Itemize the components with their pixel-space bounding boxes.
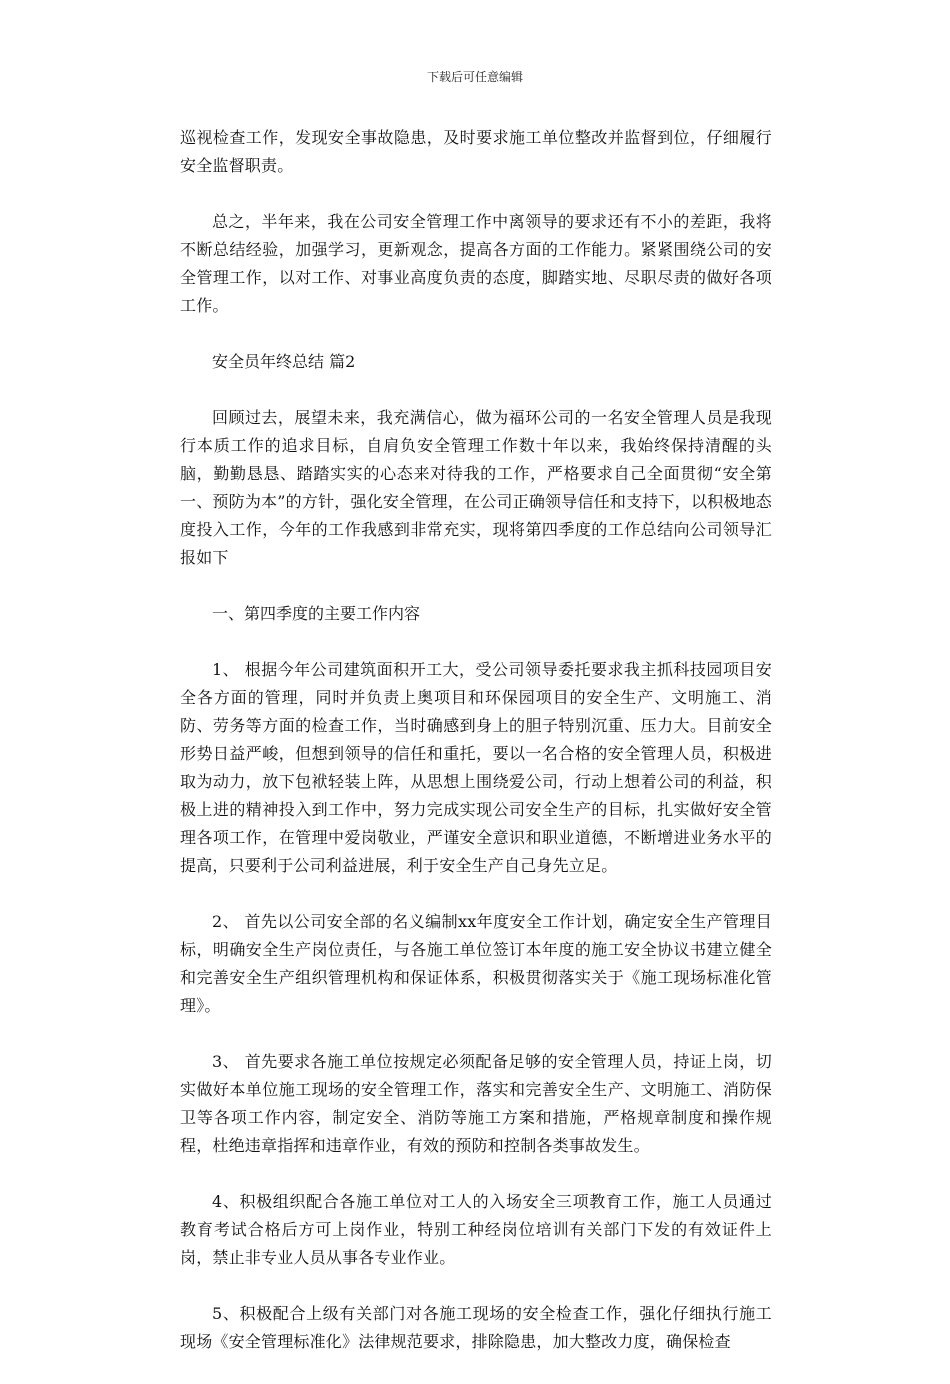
document-body	[180, 124, 772, 1384]
list-item-3: 3、 首先要求各施工单位按规定必须配备足够的安全管理人员，持证上岗，切实做好本单位施工现场的安全管理工作，落实和完善安全生产、文明施工、消防保卫等各项工作内容，制定安全、消防等施工方案和措施，严格规章制度和操作规程，杜绝违章指挥和违章作业，有效的预防和控制各类事故发生。	[180, 1052, 772, 1155]
article-title: 安全员年终总结 篇2	[212, 352, 356, 371]
list-item-4: 4、积极组织配合各施工单位对工人的入场安全三项教育工作，施工人员通过教育考试合格后方可上岗作业，特别工种经岗位培训有关部门下发的有效证件上岗，禁止非专业人员从事各专业作业。	[180, 1192, 772, 1267]
page-header-note: 下载后可任意编辑	[426, 70, 523, 84]
list-item-2: 2、 首先以公司安全部的名义编制xx年度安全工作计划，确定安全生产管理目标，明确安全生产岗位责任，与各施工单位签订本年度的施工安全协议书建立健全和完善安全生产组织管理机构和保证体系，积极贯彻落实关于《施工现场标准化管理》。	[180, 912, 772, 1015]
paragraph-summary: 总之，半年来，我在公司安全管理工作中离领导的要求还有不小的差距，我将不断总结经验，加强学习，更新观念，提高各方面的工作能力。紧紧围绕公司的安全管理工作，以对工作、对事业高度负责的态度，脚踏实地、尽职尽责的做好各项工作。	[180, 212, 772, 315]
paragraph-intro: 回顾过去，展望未来，我充满信心，做为福环公司的一名安全管理人员是我现行本质工作的追求目标，自肩负安全管理工作数十年以来，我始终保持清醒的头脑，勤勤恳恳、踏踏实实的心态来对待我的工作，严格要求自己全面贯彻“安全第一、预防为本”的方针，强化安全管理，在公司正确领导信任和支持下，以积极地态度投入工作，今年的工作我感到非常充实，现将第四季度的工作总结向公司领导汇报如下	[180, 408, 772, 567]
paragraph-continuation: 巡视检查工作，发现安全事故隐患，及时要求施工单位整改并监督到位，仔细履行安全监督职责。	[180, 128, 772, 175]
list-item-5: 5、积极配合上级有关部门对各施工现场的安全检查工作，强化仔细执行施工现场《安全管理标准化》法律规范要求，排除隐患，加大整改力度，确保检查	[180, 1304, 772, 1351]
section-heading: 一、第四季度的主要工作内容	[212, 604, 421, 623]
list-item-1: 1、 根据今年公司建筑面积开工大，受公司领导委托要求我主抓科技园项目安全各方面的管理，同时并负责上奥项目和环保园项目的安全生产、文明施工、消防、劳务等方面的检查工作，当时确感到身上的胆子特别沉重、压力大。目前安全形势日益严峻，但想到领导的信任和重托，要以一名合格的安全管理人员，积极进取为动力，放下包袱轻装上阵，从思想上围绕爱公司，行动上想着公司的利益，积极上进的精神投入到工作中，努力完成实现公司安全生产的目标，扎实做好安全管理各项工作，在管理中爱岗敬业，严谨安全意识和职业道德，不断增进业务水平的提高，只要利于公司利益进展，利于安全生产自己身先立足。	[180, 660, 772, 875]
